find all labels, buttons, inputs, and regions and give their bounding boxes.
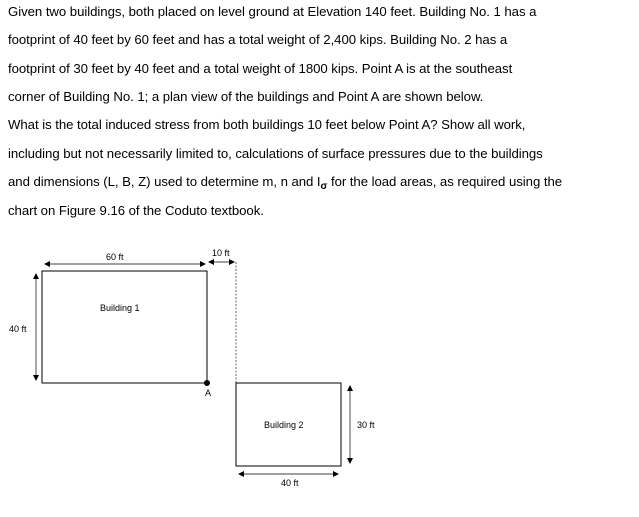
dimension-label-40ft-vertical: 40 ft (9, 324, 27, 334)
dimension-label-60ft: 60 ft (106, 252, 124, 262)
dimension-label-40ft-horizontal: 40 ft (281, 478, 299, 488)
line-7-start: and dimensions (L, B, Z) used to determine m, n and I (8, 174, 321, 189)
problem-line-6: including but not necessarily limited to, calculations of surface pressures due to the buildings (8, 146, 543, 161)
point-a-label: A (205, 388, 212, 398)
dimension-label-30ft: 30 ft (357, 420, 375, 430)
sigma-subscript: σ (320, 181, 328, 192)
problem-line-4: corner of Building No. 1; a plan view of the buildings and Point A are shown below. (8, 89, 484, 104)
building-1-label: Building 1 (100, 303, 140, 313)
problem-line-2: footprint of 40 feet by 60 feet and has a total weight of 2,400 kips. Building No. 2 has a (8, 32, 508, 47)
building-1-outline (42, 271, 207, 383)
point-a-marker (204, 380, 210, 386)
line-7-end: for the load areas, as required using the (327, 174, 563, 189)
problem-line-1: Given two buildings, both placed on level ground at Elevation 140 feet. Building No. 1 has a (8, 4, 537, 19)
problem-line-8: chart on Figure 9.16 of the Coduto textbook. (8, 203, 264, 218)
building-2-label: Building 2 (264, 420, 304, 430)
problem-line-3: footprint of 30 feet by 40 feet and a total weight of 1800 kips. Point A is at the southeast (8, 61, 513, 76)
dimension-label-10ft: 10 ft (212, 248, 230, 258)
problem-line-5: What is the total induced stress from both buildings 10 feet below Point A? Show all work, (8, 117, 526, 132)
